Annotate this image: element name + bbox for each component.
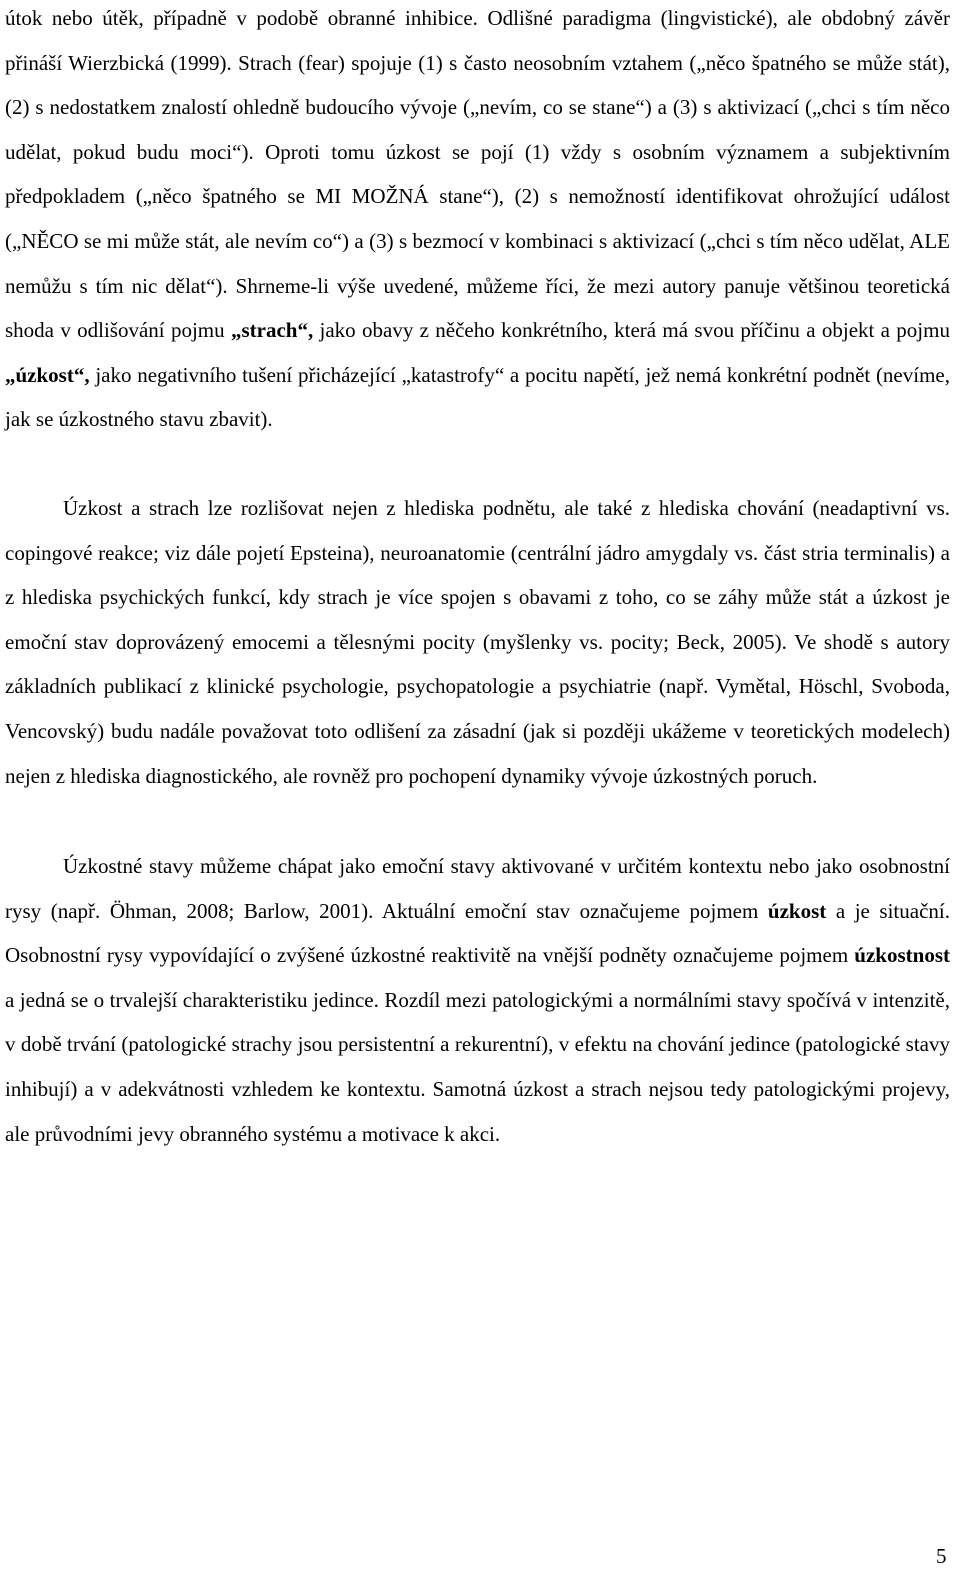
bold-term-strach: „strach“,	[230, 318, 314, 343]
paragraph-anxiety-states	[5, 844, 950, 1156]
paragraph-fear-anxiety-distinction	[5, 0, 950, 442]
paragraph-text: a jedná se o trvalejší charakteristiku jedince. Rozdíl mezi patologickými a normálními stavy spočívá v intenzitě, v době trvání (patologické strachy jsou persistentní a rekurentní), v efektu na chování jedince (patologické stavy inhibují) a v adekvátnosti vzhledem ke kontextu. Samotná úzkost a strach nejsou tedy patologickými projevy, ale průvodními jevy obranného systému a motivace k akci.	[5, 987, 950, 1146]
paragraph-distinguishing-criteria	[5, 486, 950, 798]
bold-term-uzkost: „úzkost“,	[5, 362, 90, 387]
bold-term-uzkost-state: úzkost	[767, 898, 827, 923]
paragraph-spacer	[5, 798, 950, 844]
bold-term-uzkostnost: úzkostnost	[854, 943, 950, 968]
paragraph-text: Úzkostné stavy můžeme chápat jako emoční stavy aktivované v určitém kontextu nebo jako osobnostní rysy (např. Öhman, 2008; Barlow, 2001). Aktuální emoční stav označujeme pojmem	[5, 854, 950, 923]
paragraph-text: Úzkost a strach lze rozlišovat nejen z hlediska podnětu, ale také z hlediska chování (neadaptivní vs. copingové reakce; viz dále pojetí Epsteina), neuroanatomie (centrální jádro amygdaly vs. část stria terminalis) a z hlediska psychických funkcí, kdy strach je více spojen s obavami z toho, co se záhy může stát a úzkost je emoční stav doprovázený emocemi a tělesnými pocity (myšlenky vs. pocity; Beck, 2005). Ve shodě s autory základních publikací z klinické psychologie, psychopatologie a psychiatrie (např. Vymětal, Höschl, Svoboda, Vencovský) budu nadále považovat toto odlišení za zásadní (jak si později ukážeme v teoretických modelech) nejen z hlediska diagnostického, ale rovněž pro pochopení dynamiky vývoje úzkostných poruch.	[5, 495, 950, 788]
paragraph-text: útok nebo útěk, případně v podobě obranné inhibice. Odlišné paradigma (lingvistické), ale obdobný závěr přináší Wierzbická (1999). Strach (fear) spojuje (1) s často neosobním vztahem („něco špatného se může stát), (2) s nedostatkem znalostí ohledně budoucího vývoje („nevím, co se stane“) a (3) s aktivizací („chci s tím něco udělat, pokud budu moci“). Oproti tomu úzkost se pojí (1) vždy s osobním významem a subjektivním předpokladem („něco špatného se MI MOŽNÁ stane“), (2) s nemožností identifikovat ohrožující událost („NĚCO se mi může stát, ale nevím co“) a (3) s bezmocí v kombinaci s aktivizací („chci s tím něco udělat, ALE nemůžu s tím nic dělat“). Shrneme-li výše uvedené, můžeme říci, že mezi autory panuje většinou teoretická shoda v odlišování pojmu	[5, 6, 950, 343]
page-number: 5	[936, 1544, 947, 1568]
paragraph-text: jako obavy z něčeho konkrétního, která má svou příčinu a objekt a pojmu	[313, 318, 950, 343]
document-page	[5, 0, 950, 1156]
paragraph-spacer	[5, 442, 950, 486]
paragraph-text: jako negativního tušení přicházející „katastrofy“ a pocitu napětí, jež nemá konkrétní podnět (nevíme, jak se úzkostného stavu zbavit).	[5, 362, 950, 432]
paragraph-text: a je situační. Osobnostní rysy vypovídající o zvýšené úzkostné reaktivitě na vnější podněty označujeme pojmem	[5, 898, 950, 968]
